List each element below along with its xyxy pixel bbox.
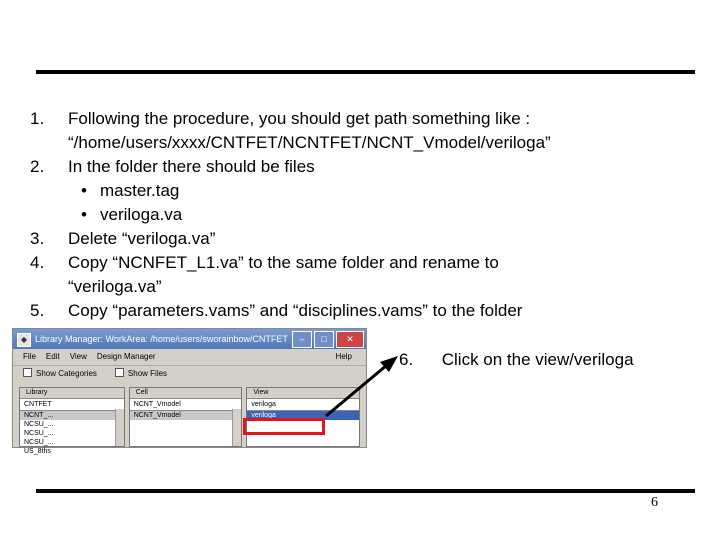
step-number: 2.	[30, 157, 45, 176]
step-text: Click on the view/veriloga	[441, 350, 634, 369]
library-header: Library	[20, 388, 124, 399]
show-files-checkbox[interactable]: Show Files	[115, 366, 167, 382]
list-item[interactable]: NCNT_Vmodel	[130, 411, 242, 420]
page-number: 6	[651, 495, 658, 510]
show-categories-checkbox[interactable]: Show Categories	[23, 366, 97, 382]
step-number: 4.	[30, 253, 45, 272]
bullet-text: veriloga.va	[100, 205, 183, 224]
menu-design-manager[interactable]: Design Manager	[96, 352, 156, 361]
menu-view[interactable]: View	[69, 352, 87, 361]
view-header: View	[247, 388, 359, 399]
list-item[interactable]: NCSU_...	[24, 430, 54, 437]
list-item[interactable]: US_8ths	[24, 448, 51, 455]
list-item[interactable]: NCNT_...	[20, 411, 124, 420]
step-text: Copy “parameters.vams” and “disciplines.vams” to the folder	[68, 301, 523, 320]
bottom-rule	[36, 489, 695, 493]
close-icon[interactable]: ✕	[336, 331, 364, 348]
maximize-icon[interactable]: □	[314, 331, 334, 348]
step-text: Following the procedure, you should get path something like :	[68, 109, 531, 128]
step-text: “veriloga.va”	[68, 277, 162, 296]
step-text: In the folder there should be files	[68, 157, 315, 176]
bullet-icon: •	[81, 205, 87, 224]
app-icon: ◆	[17, 333, 31, 347]
step-number: 6.	[399, 350, 414, 369]
step-number: 3.	[30, 229, 45, 248]
bullet-icon: •	[81, 181, 87, 200]
library-input[interactable]: CNTFET	[20, 399, 124, 411]
bullet-text: master.tag	[100, 181, 180, 200]
cell-input[interactable]: NCNT_Vmodel	[130, 399, 242, 411]
menu-edit[interactable]: Edit	[45, 352, 60, 361]
view-input[interactable]: veriloga	[247, 399, 359, 411]
list-item[interactable]: NCSU_...	[24, 439, 54, 446]
minimize-icon[interactable]: –	[292, 331, 312, 348]
window-title: Library Manager: WorkArea: /home/users/sworainbow/CNTFET	[35, 334, 288, 344]
step-6	[399, 348, 634, 372]
step-number: 5.	[30, 301, 45, 320]
step-text: “/home/users/xxxx/CNTFET/NCNTFET/NCNT_Vmodel/veriloga”	[68, 133, 551, 152]
step-number: 1.	[30, 109, 45, 128]
menu-help[interactable]: Help	[335, 352, 352, 361]
step-text: Copy “NCNFET_L1.va” to the same folder and rename to	[68, 253, 499, 272]
menu-file[interactable]: File	[23, 352, 36, 361]
list-item[interactable]: NCSU_...	[24, 421, 54, 428]
list-item-veriloga[interactable]: veriloga	[247, 411, 359, 420]
step-text: Delete “veriloga.va”	[68, 229, 216, 248]
cell-header: Cell	[130, 388, 242, 399]
